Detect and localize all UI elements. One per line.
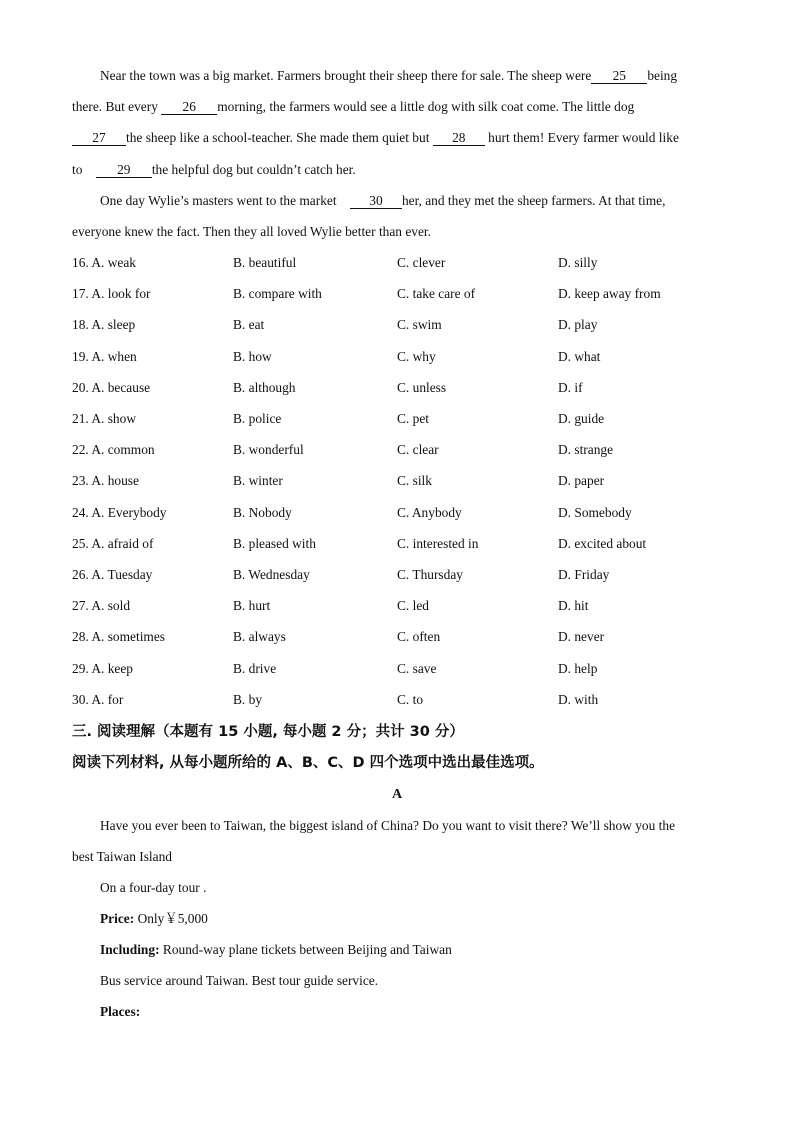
option-d [558,349,600,365]
option-a [72,317,135,333]
option-a [72,692,123,708]
option-b [233,317,264,333]
option-b [233,536,316,552]
question-number: 26. [72,567,89,582]
question-number: 28. [72,629,89,644]
option-d [558,411,604,427]
option-text: D. with [558,692,599,707]
option-text: B. Nobody [233,505,292,520]
passage-text: the sheep like a school-teacher. She made them quiet but [126,130,430,145]
option-d [558,473,604,489]
passage-text: to [72,162,83,177]
option-text: C. clear [397,442,439,457]
option-d [558,598,589,614]
option-c [397,286,475,302]
option-text: A. sleep [91,317,136,332]
option-d [558,317,597,333]
option-text: C. interested in [397,536,479,551]
option-a [72,536,153,552]
section-instruction: 阅读下列材料, 从每小题所给的 A、B、C、D 四个选项中选出最佳选项。 [72,755,544,771]
question-number: 24. [72,505,89,520]
option-row [72,692,722,708]
question-number: 27. [72,598,89,613]
option-b [233,349,272,365]
option-text: B. pleased with [233,536,316,551]
option-c [397,629,440,645]
option-text: C. save [397,661,437,676]
option-text: D. excited about [558,536,647,551]
option-a [72,598,130,614]
option-c [397,411,429,427]
option-a [72,629,165,645]
passage-text: there. But every [72,99,158,114]
option-b [233,442,304,458]
option-text: A. afraid of [91,536,154,551]
answer-blank-27: 27 [72,131,126,146]
places-label: Places: [100,1004,141,1019]
option-text: B. wonderful [233,442,304,457]
option-c [397,473,432,489]
option-row [72,286,722,302]
option-b [233,692,262,708]
question-number: 17. [72,286,89,301]
passage-text: One day Wylie’s masters went to the market [100,193,337,208]
passage-text: the helpful dog but couldn’t catch her. [151,162,356,177]
passage-text: Near the town was a big market. Farmers brought their sheep there for sale. The sheep were [100,68,592,83]
option-d [558,661,597,677]
option-text: A. because [91,380,151,395]
option-a [72,411,136,427]
option-a [72,255,136,271]
option-text: C. silk [397,473,432,488]
option-text: B. although [233,380,296,395]
option-row [72,661,722,677]
option-text: B. how [233,349,272,364]
option-text: B. by [233,692,263,707]
passage-line [72,162,356,178]
option-text: A. look for [91,286,151,301]
option-c [397,442,439,458]
question-number: 22. [72,442,89,457]
option-b [233,629,286,645]
passage-line [72,99,634,115]
option-row [72,411,722,427]
question-number: 21. [72,411,89,426]
option-b [233,380,296,396]
option-b [233,661,276,677]
passage-line [100,193,665,209]
option-text: B. eat [233,317,265,332]
option-a [72,349,137,365]
option-text: C. take care of [397,286,476,301]
section-title: 三. 阅读理解（本题有 15 小题, 每小题 2 分；共计 30 分） [72,724,464,740]
option-c [397,567,463,583]
option-text: C. pet [397,411,429,426]
price-label: Price: [100,911,135,926]
option-row [72,505,722,521]
option-text: A. Tuesday [91,567,153,582]
option-text: D. never [558,629,605,644]
question-number: 23. [72,473,89,488]
option-text: A. sold [91,598,131,613]
option-a [72,473,139,489]
intro-line: Have you ever been to Taiwan, the biggest island of China? Do you want to visit there? We’ll show you the [100,818,676,833]
option-row [72,349,722,365]
passage-text: morning, the farmers would see a little dog with silk coat come. The little dog [217,99,635,114]
option-text: B. drive [233,661,277,676]
option-text: D. play [558,317,598,332]
option-text: B. always [233,629,286,644]
option-c [397,536,478,552]
option-text: A. sometimes [91,629,166,644]
option-a [72,505,166,521]
option-text: D. silly [558,255,598,270]
option-row [72,598,722,614]
option-a [72,661,133,677]
option-text: D. Friday [558,567,610,582]
part-label: A [391,787,403,802]
option-text: B. hurt [233,598,271,613]
question-number: 20. [72,380,89,395]
option-text: A. show [91,411,136,426]
question-number: 18. [72,317,89,332]
option-text: D. keep away from [558,286,661,301]
answer-blank-30: 30 [350,194,402,209]
option-text: B. police [233,411,282,426]
option-text: D. hit [558,598,589,613]
option-text: C. Thursday [397,567,463,582]
option-text: D. if [558,380,583,395]
price-value: Only￥5,000 [137,911,208,926]
option-text: C. clever [397,255,446,270]
option-c [397,505,462,521]
option-row [72,255,722,271]
option-text: D. help [558,661,598,676]
option-text: D. guide [558,411,605,426]
option-a [72,567,152,583]
places-line [100,1004,140,1020]
option-row [72,380,722,396]
option-a [72,380,150,396]
option-text: A. for [91,692,124,707]
option-b [233,567,310,583]
intro-line: best Taiwan Island [72,849,172,864]
passage-text: her, and they met the sheep farmers. At that time, [401,193,666,208]
option-text: D. what [558,349,601,364]
option-d [558,692,598,708]
option-text: A. common [91,442,155,457]
option-text: B. Wednesday [233,567,310,582]
answer-blank-26: 26 [161,100,217,115]
option-text: C. why [397,349,436,364]
question-number: 25. [72,536,89,551]
option-text: A. keep [91,661,134,676]
answer-blank-29: 29 [96,163,152,178]
option-c [397,598,429,614]
option-a [72,442,155,458]
option-text: B. beautiful [233,255,297,270]
passage-line [72,130,679,146]
option-text: B. winter [233,473,283,488]
option-d [558,255,597,271]
passage-text: hurt them! Every farmer would like [488,130,679,145]
option-row [72,629,722,645]
bus-line: Bus service around Taiwan. Best tour guide service. [100,973,379,988]
option-text: A. house [91,473,139,488]
option-b [233,473,283,489]
option-row [72,473,722,489]
option-c [397,380,446,396]
option-text: A. weak [91,255,136,270]
option-d [558,567,609,583]
including-value: Round-way plane tickets between Beijing and Taiwan [162,942,452,957]
option-text: C. often [397,629,441,644]
option-d [558,442,613,458]
option-b [233,286,322,302]
option-d [558,286,661,302]
option-b [233,598,270,614]
option-text: C. swim [397,317,442,332]
option-c [397,661,436,677]
question-number: 29. [72,661,89,676]
option-row [72,567,722,583]
option-c [397,317,442,333]
option-c [397,692,423,708]
option-text: D. Somebody [558,505,632,520]
passage-line [100,68,677,84]
question-number: 19. [72,349,89,364]
option-text: C. unless [397,380,447,395]
answer-blank-28: 28 [433,131,485,146]
including-line [100,942,452,958]
option-text: C. led [397,598,429,613]
option-d [558,505,632,521]
option-d [558,629,604,645]
option-text: A. when [91,349,137,364]
including-label: Including: [100,942,160,957]
passage-text: everyone knew the fact. Then they all loved Wylie better than ever. [72,224,431,239]
option-text: D. paper [558,473,605,488]
option-text: D. strange [558,442,614,457]
option-text: A. Everybody [91,505,167,520]
option-row [72,317,722,333]
passage-line [72,224,431,240]
tour-line: On a four-day tour . [100,880,207,895]
passage-text: being [647,68,678,83]
question-number: 16. [72,255,89,270]
option-d [558,536,646,552]
option-c [397,349,436,365]
price-line [100,911,208,927]
option-a [72,286,151,302]
option-text: C. Anybody [397,505,462,520]
option-row [72,442,722,458]
option-text: B. compare with [233,286,322,301]
option-c [397,255,445,271]
option-b [233,411,281,427]
option-row [72,536,722,552]
option-text: C. to [397,692,424,707]
answer-blank-25: 25 [591,69,647,84]
option-d [558,380,583,396]
option-b [233,255,296,271]
option-b [233,505,292,521]
question-number: 30. [72,692,89,707]
